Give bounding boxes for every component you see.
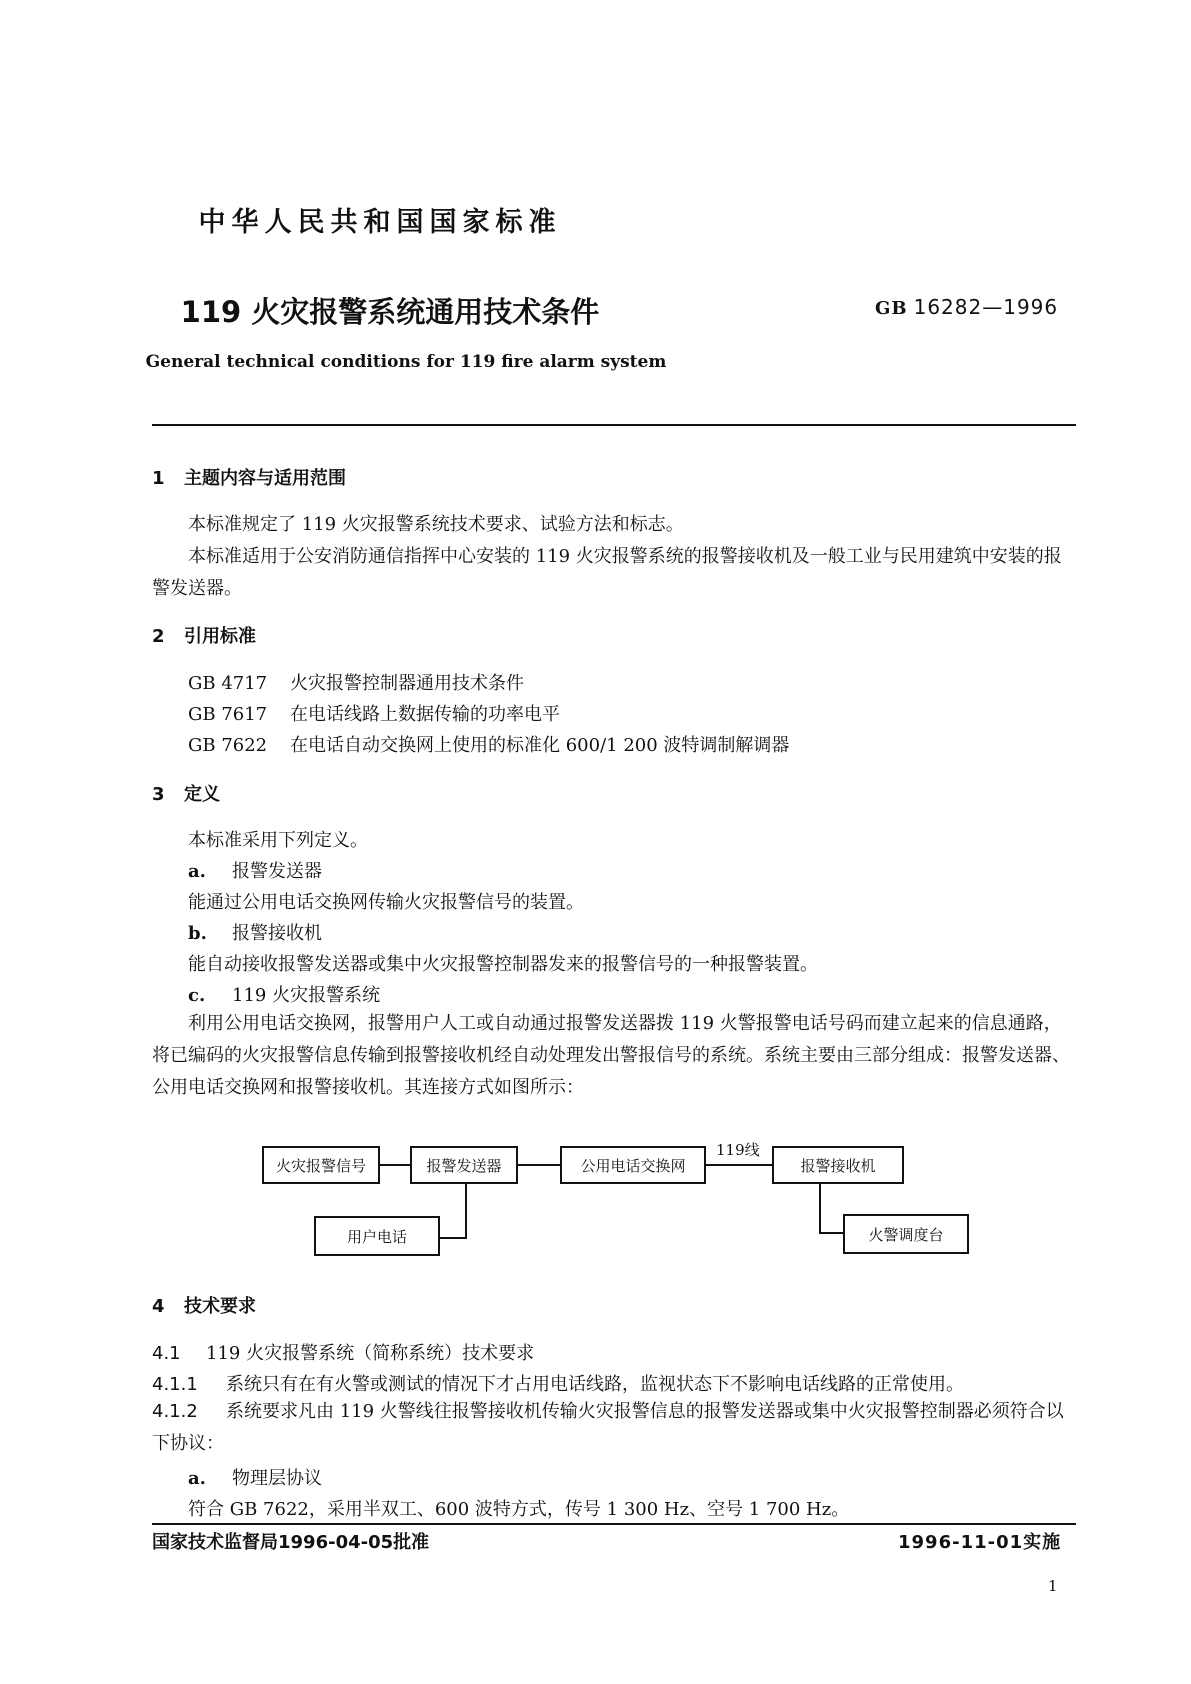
protocol-item-term: a. 物理层协议 [188,1468,322,1489]
document-title-en: General technical conditions for 119 fire alarm system [145,352,667,372]
footer-rule [152,1523,1076,1525]
document-title-cn: 119 火灾报警系统通用技术条件 [180,295,600,329]
section-3-heading: 3 定义 [152,784,220,805]
connector-line [440,1184,466,1238]
definition-desc: 能通过公用电话交换网传输火灾报警信号的装置。 [188,892,584,913]
approval-note: 国家技术监督局1996-04-05批准 [152,1532,430,1553]
connector-line [820,1184,843,1233]
section-3-intro: 本标准采用下列定义。 [188,830,368,851]
diagram-box-dispatch: 火警调度台 [843,1214,969,1254]
reference-item: GB 4717 火灾报警控制器通用技术条件 [188,673,524,694]
section-1-para-2: 本标准适用于公安消防通信指挥中心安装的 119 火灾报警系统的报警接收机及一般工业与民用建筑中安装的报警发送器。 [152,546,1062,599]
definition-term: a. 报警发送器 [188,861,322,882]
diagram-line-label: 119线 [716,1141,760,1159]
standard-number [875,295,1058,319]
definition-desc: 利用公用电话交换网，报警用户人工或自动通过报警发送器拨 119 火警报警电话号码而建立起来的信息通路，将已编码的火灾报警信息传输到报警接收机经自动处理发出警报信号的系统。系统主要由三部分组成：报警发送器、公用电话交换网和报警接收机。其连接方式如图所示： [152,1013,1070,1098]
reference-item: GB 7617 在电话线路上数据传输的功率电平 [188,704,560,725]
diagram-box-fire-signal: 火灾报警信号 [262,1146,380,1184]
section-1-para-1: 本标准规定了 119 火灾报警系统技术要求、试验方法和标志。 [188,514,684,535]
section-2-heading: 2 引用标准 [152,626,256,647]
standard-code: 16282—1996 [913,295,1059,319]
diagram-box-receiver: 报警接收机 [772,1146,904,1184]
diagram-box-pstn: 公用电话交换网 [560,1146,706,1184]
definition-desc: 能自动接收报警发送器或集中火灾报警控制器发来的报警信号的一种报警装置。 [188,954,818,975]
reference-item: GB 7622 在电话自动交换网上使用的标准化 600/1 200 波特调制解调器 [188,735,790,756]
header-rule [152,424,1076,426]
effective-date: 1996-11-01实施 [898,1532,1062,1553]
section-4-heading: 4 技术要求 [152,1296,256,1317]
page-number: 1 [1048,1577,1058,1595]
standard-org-heading: 中华人民共和国国家标准 [198,207,562,238]
diagram-box-user-phone: 用户电话 [314,1216,440,1256]
clause-4-1-2: 4.1.2 系统要求凡由 119 火警线往报警接收机传输火灾报警信息的报警发送器或集中火灾报警控制器必须符合以下协议： [152,1401,1064,1454]
clause-4-1-1: 4.1.1 系统只有在有火警或测试的情况下才占用电话线路，监视状态下不影响电话线路的正常使用。 [152,1374,964,1395]
definition-term: c. 119 火灾报警系统 [188,985,381,1006]
clause-4-1: 4.1 119 火灾报警系统（简称系统）技术要求 [152,1343,535,1364]
protocol-item-desc: 符合 GB 7622，采用半双工、600 波特方式，传号 1 300 Hz、空号 1 700 Hz。 [188,1499,850,1520]
diagram-box-sender: 报警发送器 [410,1146,518,1184]
section-1-heading: 1 主题内容与适用范围 [152,468,346,489]
standard-prefix: GB [875,298,908,319]
definition-term: b. 报警接收机 [188,923,322,944]
